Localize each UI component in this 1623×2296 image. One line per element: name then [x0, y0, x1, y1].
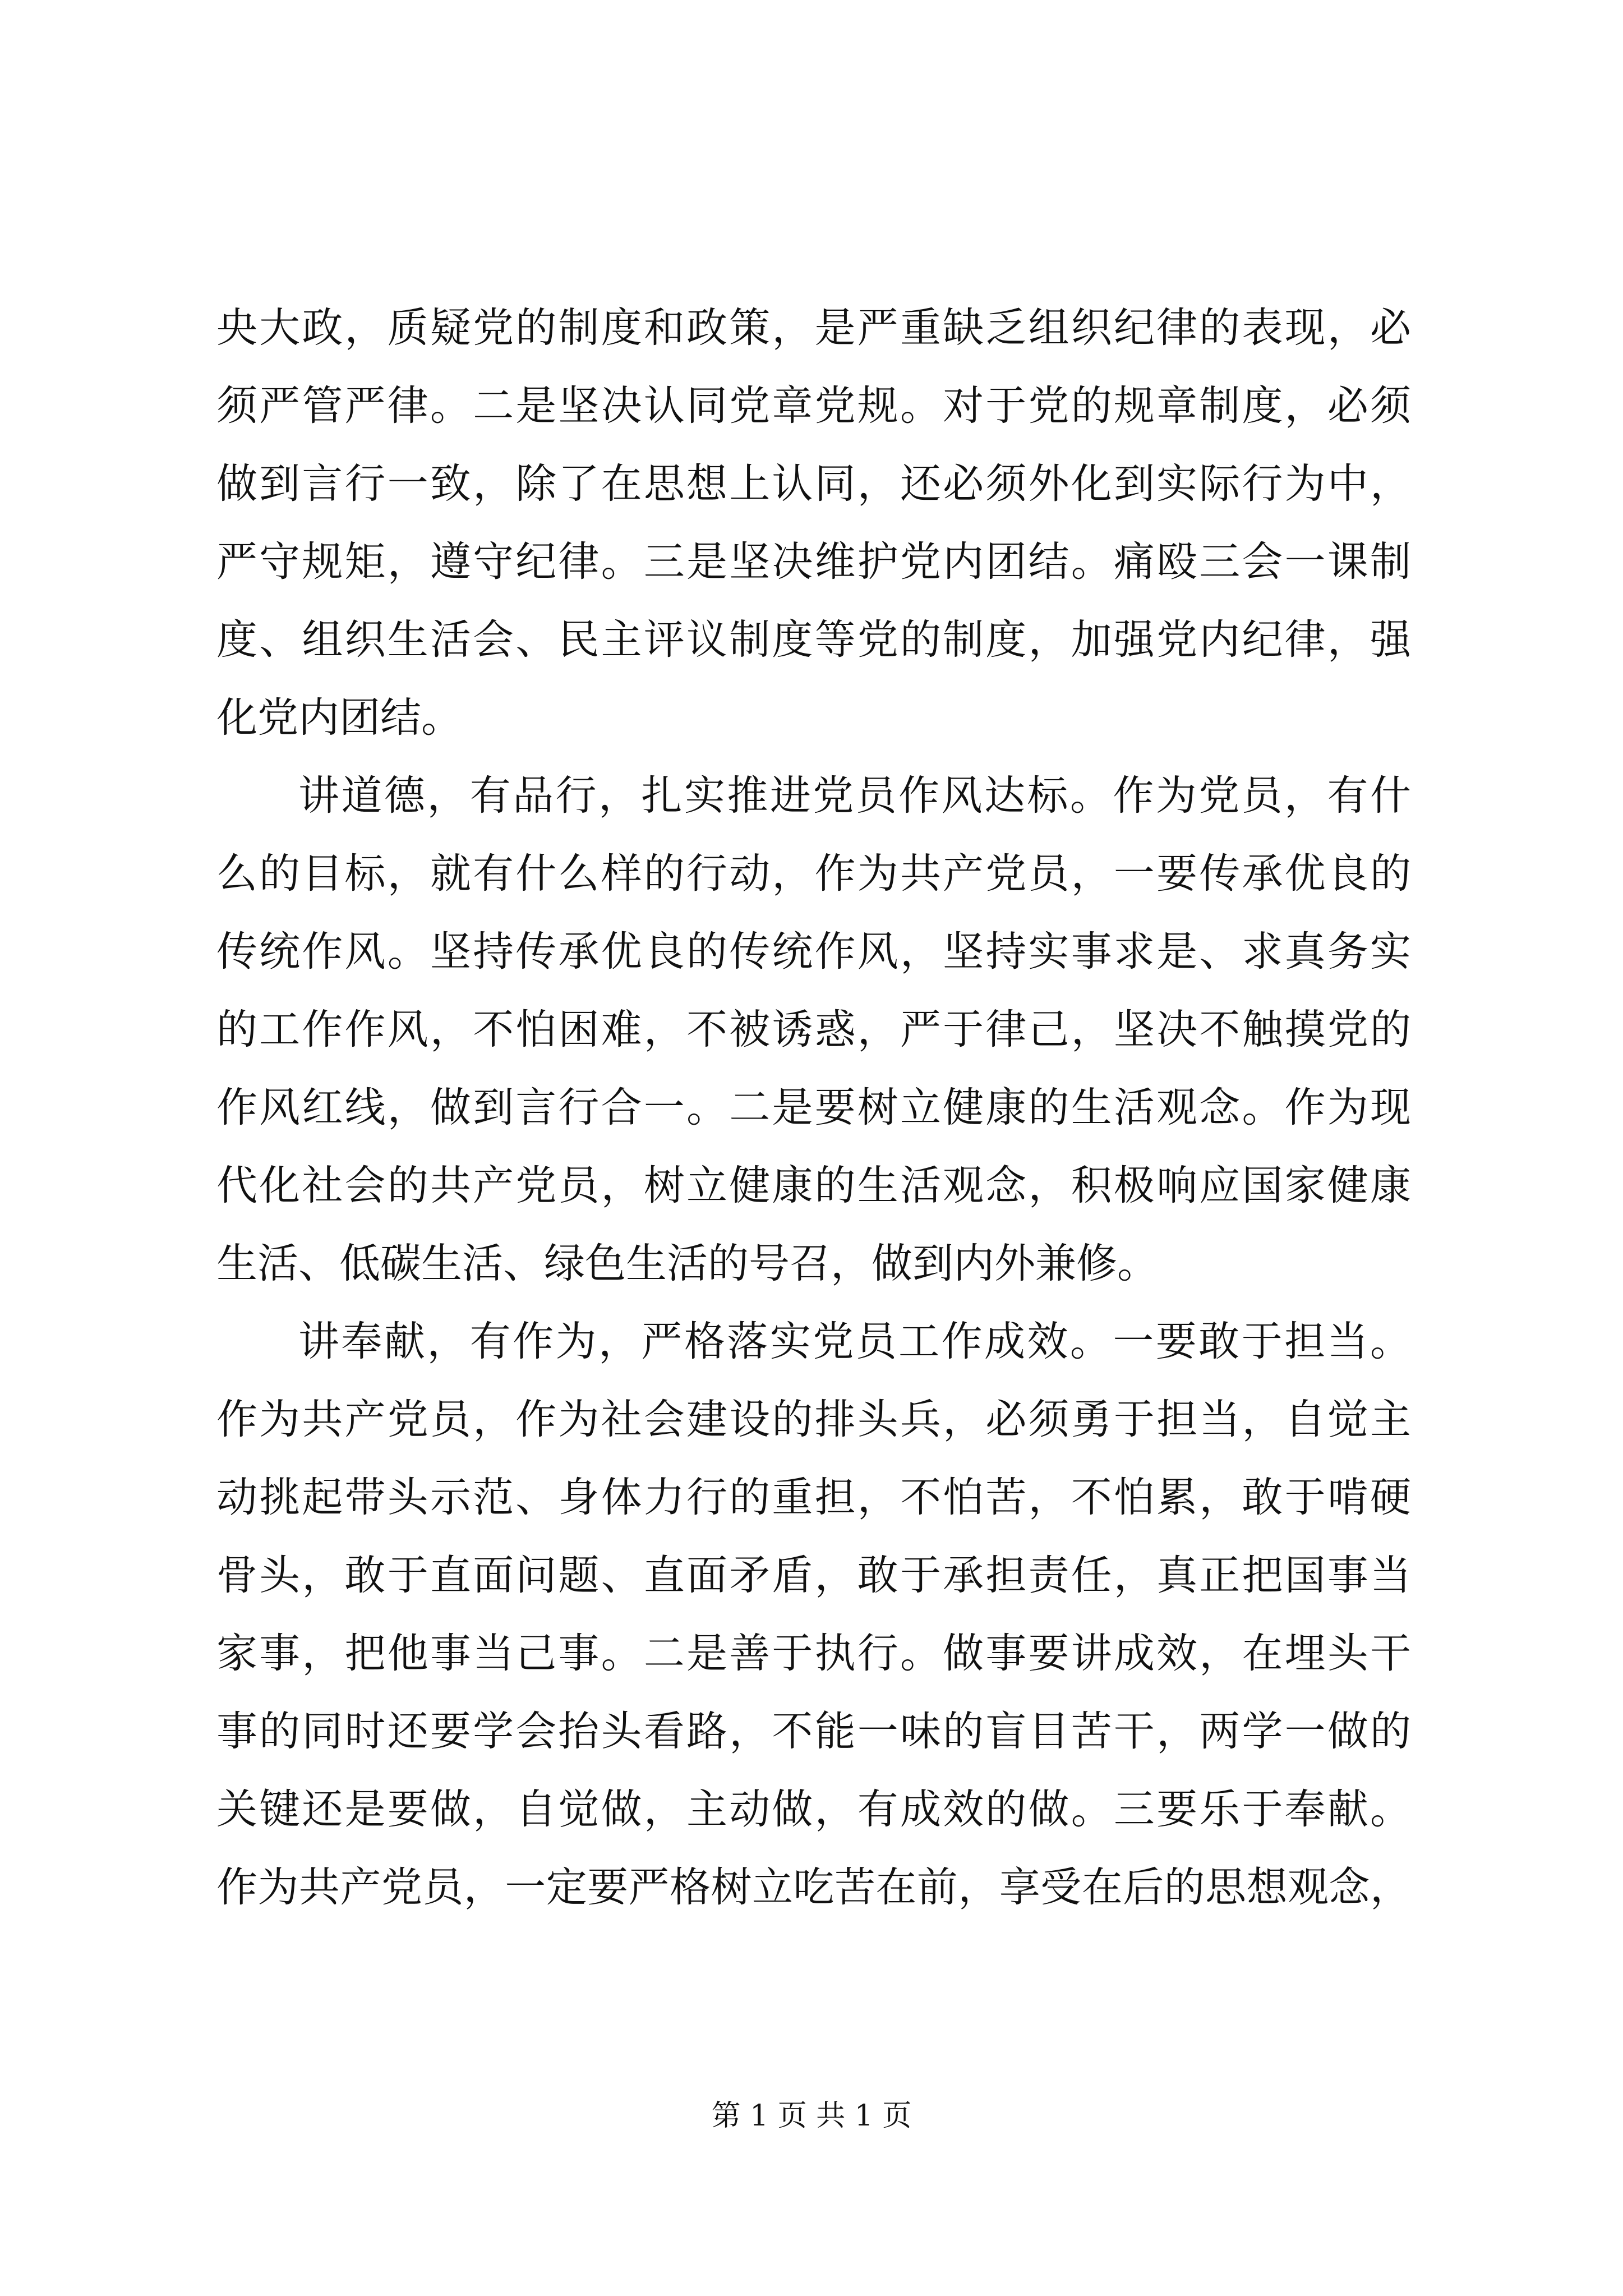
text-line-15: 作为共产党员，作为社会建设的排头兵，必须勇于担当，自觉主 — [216, 1396, 1411, 1443]
text-line-4: 严守规矩，遵守纪律。三是坚决维护党内团结。痛殴三会一课制 — [216, 538, 1411, 586]
page-number-label: 第 1 页 共 1 页 — [711, 2099, 912, 2133]
text-line-17: 骨头，敢于直面问题、直面矛盾，敢于承担责任，真正把国事当 — [216, 1552, 1411, 1599]
text-line-19: 事的同时还要学会抬头看路，不能一味的盲目苦干，两学一做的 — [216, 1708, 1411, 1755]
text-line-21: 作为共产党员，一定要严格树立吃苦在前，享受在后的思想观念， — [216, 1864, 1411, 1911]
text-line-8: 么的目标，就有什么样的行动，作为共产党员，一要传承优良的 — [216, 850, 1411, 898]
page-footer — [0, 2096, 1623, 2136]
text-line-5: 度、组织生活会、民主评议制度等党的制度，加强党内纪律，强 — [216, 616, 1411, 664]
text-line-2: 须严管严律。二是坚决认同党章党规。对于党的规章制度，必须 — [216, 382, 1411, 430]
text-line-9: 传统作风。坚持传承优良的传统作风，坚持实事求是、求真务实 — [216, 928, 1411, 976]
text-line-12: 代化社会的共产党员，树立健康的生活观念，积极响应国家健康 — [216, 1162, 1411, 1209]
text-line-6: 化党内团结。 — [216, 694, 462, 742]
text-line-13: 生活、低碳生活、绿色生活的号召，做到内外兼修。 — [216, 1240, 1158, 1287]
text-line-11: 作风红线，做到言行合一。二是要树立健康的生活观念。作为现 — [216, 1084, 1411, 1131]
body-text — [216, 289, 1411, 1926]
text-line-18: 家事，把他事当己事。二是善于执行。做事要讲成效，在埋头干 — [216, 1630, 1411, 1677]
text-line-3: 做到言行一致，除了在思想上认同，还必须外化到实际行为中， — [216, 460, 1411, 508]
text-line-1: 央大政，质疑党的制度和政策，是严重缺乏组织纪律的表现，必 — [216, 304, 1411, 352]
text-line-7: 讲道德，有品行，扎实推进党员作风达标。作为党员，有什 — [298, 772, 1411, 820]
text-line-20: 关键还是要做，自觉做，主动做，有成效的做。三要乐于奉献。 — [216, 1786, 1411, 1833]
text-line-14: 讲奉献，有作为，严格落实党员工作成效。一要敢于担当。 — [298, 1318, 1411, 1365]
text-line-16: 动挑起带头示范、身体力行的重担，不怕苦，不怕累，敢于啃硬 — [216, 1474, 1411, 1521]
text-line-10: 的工作作风，不怕困难，不被诱惑，严于律己，坚决不触摸党的 — [216, 1006, 1411, 1053]
